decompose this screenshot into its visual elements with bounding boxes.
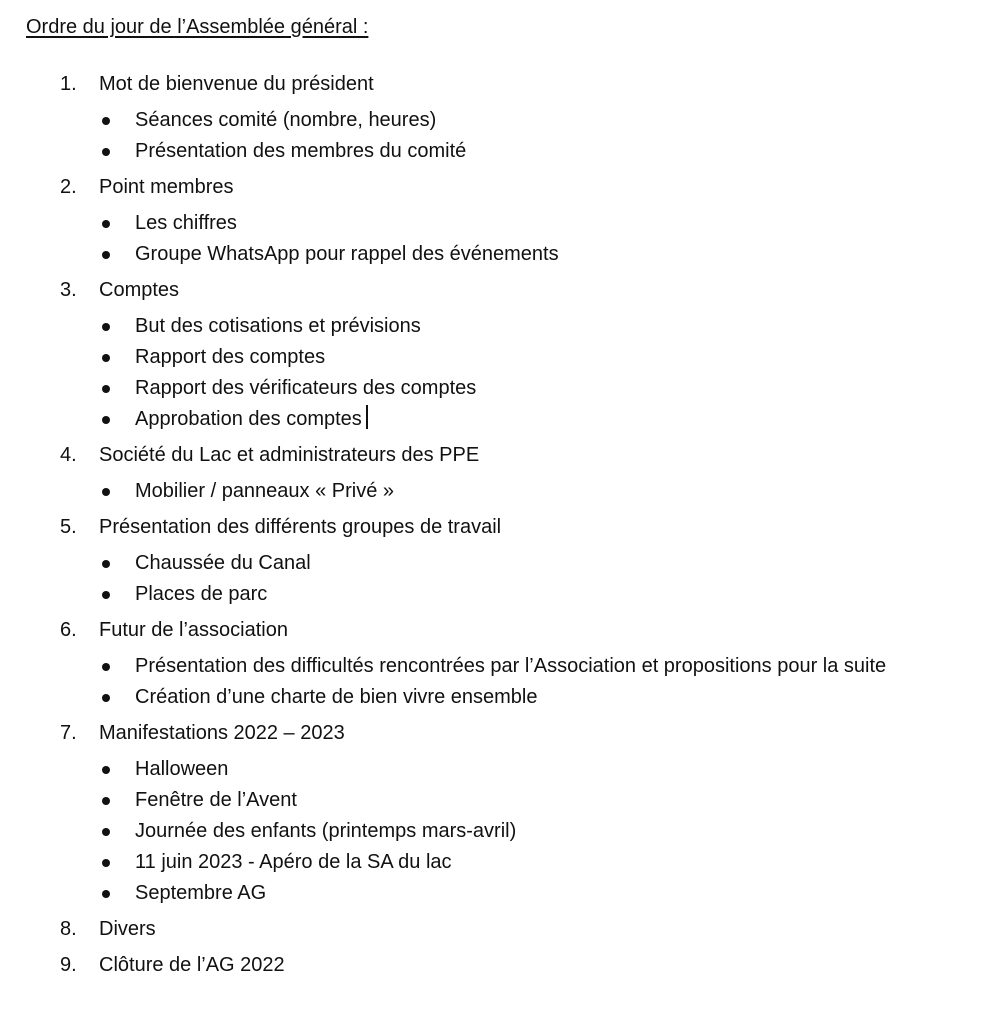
agenda-item-label: Comptes <box>99 279 180 301</box>
sub-item-text <box>135 404 958 434</box>
sub-item <box>99 682 958 712</box>
sub-item-label: Séances comité (nombre, heures) <box>135 109 437 131</box>
sub-item <box>99 208 958 238</box>
agenda-item <box>26 718 958 908</box>
sub-item-text <box>135 342 958 372</box>
agenda-item-heading <box>60 512 958 542</box>
sub-item <box>99 373 958 403</box>
bullet-icon <box>102 828 110 836</box>
agenda-item-number: 5. <box>60 516 77 538</box>
sub-item-label: Présentation des membres du comité <box>135 140 467 162</box>
sub-item-text <box>135 878 958 908</box>
agenda-item-heading <box>60 275 958 305</box>
agenda-item <box>26 172 958 269</box>
sub-item <box>99 311 958 341</box>
sub-item-text <box>135 816 958 846</box>
agenda-item <box>26 914 958 944</box>
sub-item-label: Mobilier / panneaux « Privé » <box>135 480 395 502</box>
sub-item-text <box>135 579 958 609</box>
sub-item-label: Approbation des comptes <box>135 408 362 430</box>
sub-item-label: Rapport des vérificateurs des comptes <box>135 377 477 399</box>
sub-item-text <box>135 208 958 238</box>
document-title: Ordre du jour de l’Assemblée général : <box>26 16 369 38</box>
bullet-icon <box>102 148 110 156</box>
bullet-icon <box>102 766 110 774</box>
agenda-list <box>26 69 958 980</box>
sub-item-label: Places de parc <box>135 583 268 605</box>
sub-item <box>99 754 958 784</box>
agenda-item-heading <box>60 950 958 980</box>
sub-item <box>99 785 958 815</box>
agenda-item <box>26 950 958 980</box>
agenda-item-label: Présentation des différents groupes de travail <box>99 516 502 538</box>
agenda-item-label: Société du Lac et administrateurs des PPE <box>99 444 480 466</box>
sub-item-text <box>135 239 958 269</box>
sub-item-list <box>99 476 958 506</box>
sub-item <box>99 404 958 434</box>
sub-item-list <box>99 311 958 434</box>
sub-item-label: Journée des enfants (printemps mars-avril) <box>135 820 517 842</box>
bullet-icon <box>102 323 110 331</box>
bullet-icon <box>102 890 110 898</box>
bullet-icon <box>102 220 110 228</box>
agenda-item-label: Point membres <box>99 176 234 198</box>
agenda-item <box>26 69 958 166</box>
bullet-icon <box>102 488 110 496</box>
agenda-item-number: 1. <box>60 73 77 95</box>
sub-item-text <box>135 682 958 712</box>
agenda-item-number: 2. <box>60 176 77 198</box>
sub-item-label: Rapport des comptes <box>135 346 326 368</box>
sub-item-text <box>135 754 958 784</box>
agenda-item-heading <box>60 172 958 202</box>
text-cursor <box>366 405 368 429</box>
sub-item <box>99 816 958 846</box>
sub-item-label: Présentation des difficultés rencontrées par l’Association et propositions pour la suite <box>135 655 887 677</box>
agenda-item-label: Futur de l’association <box>99 619 288 641</box>
bullet-icon <box>102 797 110 805</box>
sub-item-list <box>99 208 958 269</box>
agenda-item-heading <box>60 718 958 748</box>
bullet-icon <box>102 416 110 424</box>
agenda-item-label: Divers <box>99 918 156 940</box>
sub-item <box>99 878 958 908</box>
sub-item-text <box>135 785 958 815</box>
sub-item <box>99 105 958 135</box>
agenda-item-heading <box>60 914 958 944</box>
sub-item-text <box>135 373 958 403</box>
agenda-item <box>26 512 958 609</box>
sub-item <box>99 136 958 166</box>
bullet-icon <box>102 694 110 702</box>
bullet-icon <box>102 591 110 599</box>
agenda-item-number: 3. <box>60 279 77 301</box>
sub-item-label: Fenêtre de l’Avent <box>135 789 297 811</box>
agenda-item-number: 9. <box>60 954 77 976</box>
sub-item <box>99 476 958 506</box>
sub-item <box>99 579 958 609</box>
sub-item <box>99 651 958 681</box>
bullet-icon <box>102 859 110 867</box>
bullet-icon <box>102 251 110 259</box>
sub-item-list <box>99 105 958 166</box>
sub-item <box>99 342 958 372</box>
sub-item-label: Halloween <box>135 758 229 780</box>
sub-item-text <box>135 105 958 135</box>
sub-item-list <box>99 548 958 609</box>
sub-item-list <box>99 651 958 712</box>
sub-item-list <box>99 754 958 908</box>
agenda-item <box>26 275 958 434</box>
agenda-item-number: 6. <box>60 619 77 641</box>
sub-item-label: Chaussée du Canal <box>135 552 311 574</box>
sub-item-text <box>135 476 958 506</box>
bullet-icon <box>102 560 110 568</box>
bullet-icon <box>102 117 110 125</box>
sub-item-text <box>135 311 958 341</box>
sub-item-label: Les chiffres <box>135 212 237 234</box>
agenda-item-heading <box>60 615 958 645</box>
bullet-icon <box>102 385 110 393</box>
sub-item-text <box>135 651 958 681</box>
sub-item-text <box>135 548 958 578</box>
sub-item-text <box>135 847 958 877</box>
agenda-item-label: Clôture de l’AG 2022 <box>99 954 285 976</box>
sub-item <box>99 847 958 877</box>
agenda-item-heading <box>60 440 958 470</box>
agenda-item-label: Mot de bienvenue du président <box>99 73 374 95</box>
agenda-item <box>26 440 958 506</box>
sub-item <box>99 239 958 269</box>
sub-item <box>99 548 958 578</box>
agenda-item-heading <box>60 69 958 99</box>
agenda-item <box>26 615 958 712</box>
sub-item-label: Groupe WhatsApp pour rappel des événements <box>135 243 559 265</box>
bullet-icon <box>102 663 110 671</box>
agenda-item-number: 8. <box>60 918 77 940</box>
sub-item-text <box>135 136 958 166</box>
agenda-item-number: 7. <box>60 722 77 744</box>
sub-item-label: 11 juin 2023 - Apéro de la SA du lac <box>135 851 452 873</box>
sub-item-label: But des cotisations et prévisions <box>135 315 421 337</box>
agenda-item-label: Manifestations 2022 – 2023 <box>99 722 345 744</box>
agenda-item-number: 4. <box>60 444 77 466</box>
sub-item-label: Septembre AG <box>135 882 267 904</box>
bullet-icon <box>102 354 110 362</box>
sub-item-label: Création d’une charte de bien vivre ensemble <box>135 686 538 708</box>
